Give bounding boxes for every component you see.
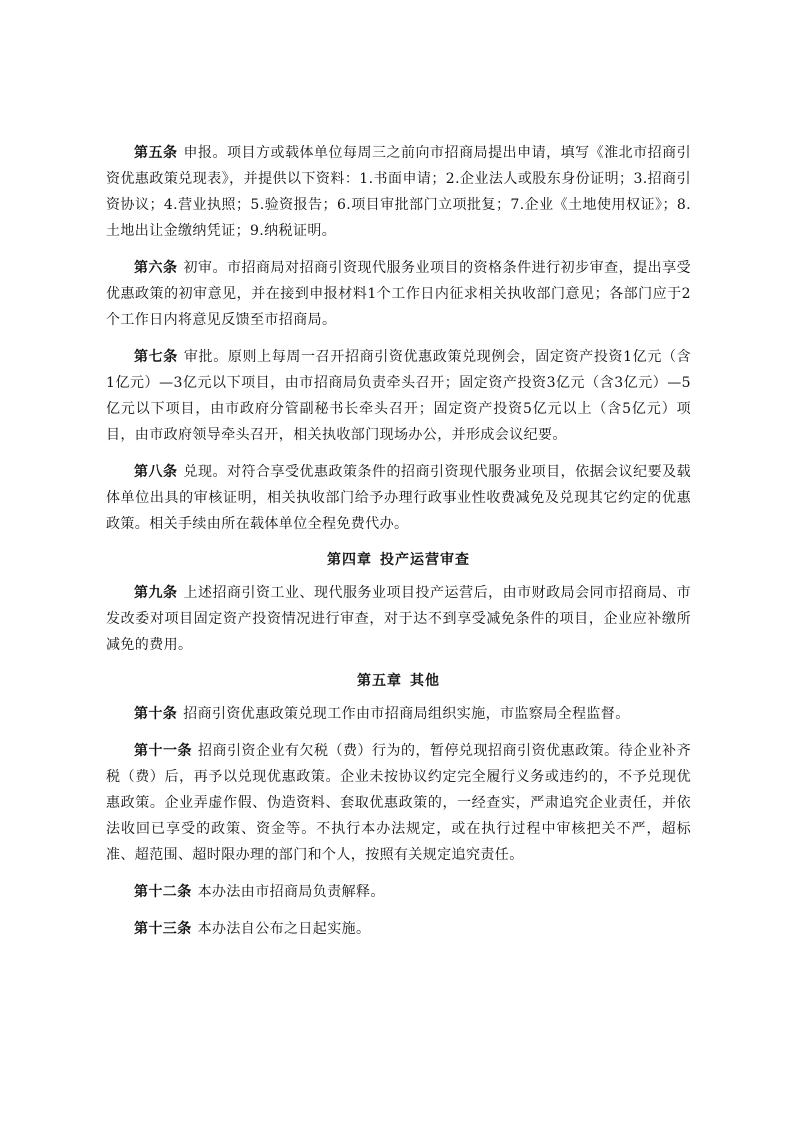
article-text: 招商引资优惠政策兑现工作由市招商局组织实施，市监察局全程监督。 [183,706,630,722]
article-heading: 第十一条 [134,743,193,759]
article-heading: 第八条 [134,464,178,480]
article-8 [106,459,691,537]
article-7 [106,344,691,448]
article-text: 上述招商引资工业、现代服务业项目投产运营后，由市财政局会同市招商局、市发改委对项目固定资产投资情况进行审查，对于达不到享受减免条件的项目，企业应补缴所减免的费用。 [106,585,692,653]
article-text: 招商引资企业有欠税（费）行为的，暂停兑现招商引资优惠政策。待企业补齐税（费）后，再予以兑现优惠政策。企业未按协议约定完全履行义务或违约的，不予兑现优惠政策。企业弄虚作假、伪造资料、套取优惠政策的，一经查实，严肃追究企业责任，并依法收回已享受的政策、资金等。不执行本办法规定，或在执行过程中审核把关不严，超标准、超范围、超时限办理的部门和个人，按照有关规定追究责任。 [106,743,691,863]
chapter-title: 投产运营审查 [380,552,470,568]
article-heading: 第九条 [134,585,178,601]
article-text: 本办法自公布之日起实施。 [197,921,371,937]
article-text: 审批。原则上每周一召开招商引资优惠政策兑现例会，固定资产投资1亿元（含1亿元）—3亿元以下项目，由市招商局负责牵头召开；固定资产投资3亿元（含3亿元）—5亿元以下项目，由市政府分管副秘书长牵头召开；固定资产投资5亿元以上（含5亿元）项目，由市政府领导牵头召开，相关执收部门现场办公，并形成会议纪要。 [106,349,691,443]
article-5 [106,140,691,244]
article-text: 本办法由市招商局负责解释。 [197,884,385,900]
article-6 [106,255,691,333]
article-heading: 第五条 [134,145,178,161]
document-body [106,140,691,953]
article-text: 申报。项目方或载体单位每周三之前向市招商局提出申请，填写《淮北市招商引资优惠政策兑现表》，并提供以下资料：1.书面申请；2.企业法人或股东身份证明；3.招商引资协议；4.营业执照；5.验资报告；6.项目审批部门立项批复；7.企业《土地使用权证》；8.土地出让金缴纳凭证；9.纳税证明。 [106,145,692,239]
article-10 [106,701,691,727]
article-heading: 第七条 [134,349,178,365]
article-heading: 第六条 [134,260,178,276]
article-11 [106,738,691,868]
chapter-4-heading [106,548,691,572]
chapter-number: 第五章 [357,673,402,689]
article-heading: 第十条 [134,706,178,722]
article-12 [106,879,691,905]
chapter-title: 其他 [410,673,440,689]
article-13 [106,916,691,942]
article-heading: 第十三条 [134,921,192,937]
article-heading: 第十二条 [134,884,192,900]
article-text: 兑现。对符合享受优惠政策条件的招商引资现代服务业项目，依据会议纪要及载体单位出具的审核证明，相关执收部门给予办理行政事业性收费减免及兑现其它约定的优惠政策。相关手续由所在载体单位全程免费代办。 [106,464,692,532]
article-9 [106,580,691,658]
chapter-5-heading [106,669,691,693]
article-text: 初审。市招商局对招商引资现代服务业项目的资格条件进行初步审查，提出享受优惠政策的初审意见，并在接到申报材料1个工作日内征求相关执收部门意见；各部门应于2个工作日内将意见反馈至市招商局。 [106,260,692,328]
chapter-number: 第四章 [327,552,372,568]
